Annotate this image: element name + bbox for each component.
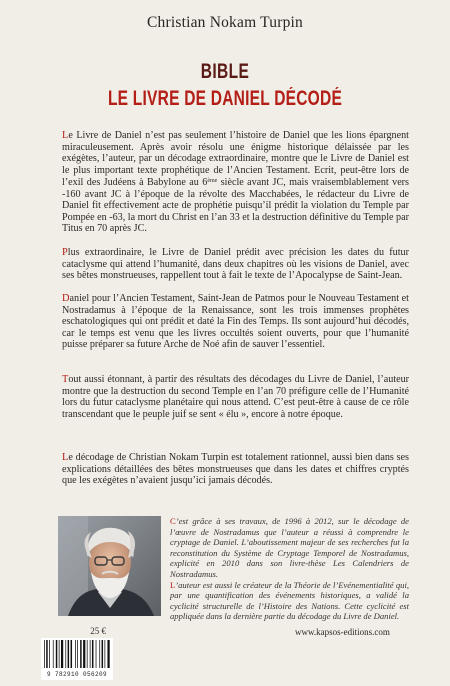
blurb-paragraph-5: Le décodage de Christian Nokam Turpin est totalement rationnel, aussi bien dans ses explications détaillées des bêtes monstrueuses que dans les dates et chiffres cryptés que les exégètes n’avaient jusqu’ici jamais décodés.: [62, 452, 409, 486]
bio-paragraph-2: L’auteur est aussi le créateur de la Théorie de l’Evénementialité qui, par une quantification des événements historiques, a validé la cyclicité structurelle de l’Histoire des Nations. Cette cyclicité est appliquée dans la dernière partie du décodage du Livre de Daniel.: [170, 579, 409, 622]
author-bio: [170, 516, 409, 622]
author-photo: [58, 516, 161, 616]
dropcap: C: [170, 516, 176, 526]
blurb-paragraph-2: Plus extraordinaire, le Livre de Daniel prédit avec précision les dates du futur cataclysme qui attend l’humanité, dans deux chapitres où les visions de Daniel, avec ses bêtes monstrueuses, rappellent tout à fait le texte de l’Apocalypse de Saint-Jean.: [62, 247, 409, 281]
title-line-1: BIBLE: [200, 60, 250, 83]
dropcap: P: [62, 247, 68, 258]
title-line-2: LE LIVRE DE DANIEL DÉCODÉ: [107, 87, 343, 110]
price-label: 25 €: [90, 626, 106, 636]
blurb-paragraph-1: Le Livre de Daniel n’est pas seulement l’histoire de Daniel que les lions épargnent miraculeusement. Après avoir résolu une énigme historique délaissée par les exégètes, l’auteur, par un décodage extraordinaire, montre que le Livre de Daniel est le plus important texte prophétique de l’Ancien Testament. Ecrit, peut-être lors de l’exil des Judéens à Babylone au 6ème siècle avant JC, mais vraisemblablement vers -160 avant JC à l’époque de la révolte des Macchabées, le rédacteur du Livre de Daniel fit effectivement acte de prophétie puisqu’il prédit la violation du Temple par Pompée en -63, la mort du Christ en l’an 33 et la destruction définitive du Temple par Titus en 70 après JC.: [62, 130, 409, 234]
dropcap: L: [62, 452, 69, 463]
bio-paragraph-1: C’est grâce à ses travaux, de 1996 à 2012, sur le décodage de l’œuvre de Nostradamus que l’auteur a réussi à comprendre le cryptage de Daniel. L’aboutissement majeur de ses recherches fut la reconstitution du Système de Cryptage Temporel de Nostradamus, explicité en 2010 dans son livre-thèse Les Calendriers de Nostradamus.: [170, 516, 409, 579]
isbn-number: 9 782910 056209: [41, 671, 113, 678]
blurb-paragraph-4: Tout aussi étonnant, à partir des résultats des décodages du Livre de Daniel, l’auteur montre que la destruction du second Temple en l’an 70 préfigure celle de l’Humanité lors du futur cataclysme planétaire qui nous attend. C’est peut-être à cause de ce rôle transcendant que le peuple juif se sent « élu », encore à notre époque.: [62, 374, 409, 420]
dropcap: L: [62, 130, 69, 141]
dropcap: L: [170, 579, 176, 590]
barcode-bars: [41, 638, 113, 670]
publisher-website: www.kapsos-editions.com: [295, 627, 390, 637]
author-name: Christian Nokam Turpin: [147, 14, 303, 31]
dropcap: D: [62, 293, 70, 304]
blurb-paragraph-3: Daniel pour l’Ancien Testament, Saint-Jean de Patmos pour le Nouveau Testament et Nostradamus à l’époque de la Renaissance, sont les trois immenses prophètes eschatologiques qui ont prédit et daté la Fin des Temps. Ils sont aujourd’hui décodés, car le temps est venu que les livres occultés soient ouverts, pour que l’humanité puisse préparer sa future Arche de Noé afin de sauver l’essentiel.: [62, 293, 409, 350]
dropcap: T: [62, 374, 69, 385]
